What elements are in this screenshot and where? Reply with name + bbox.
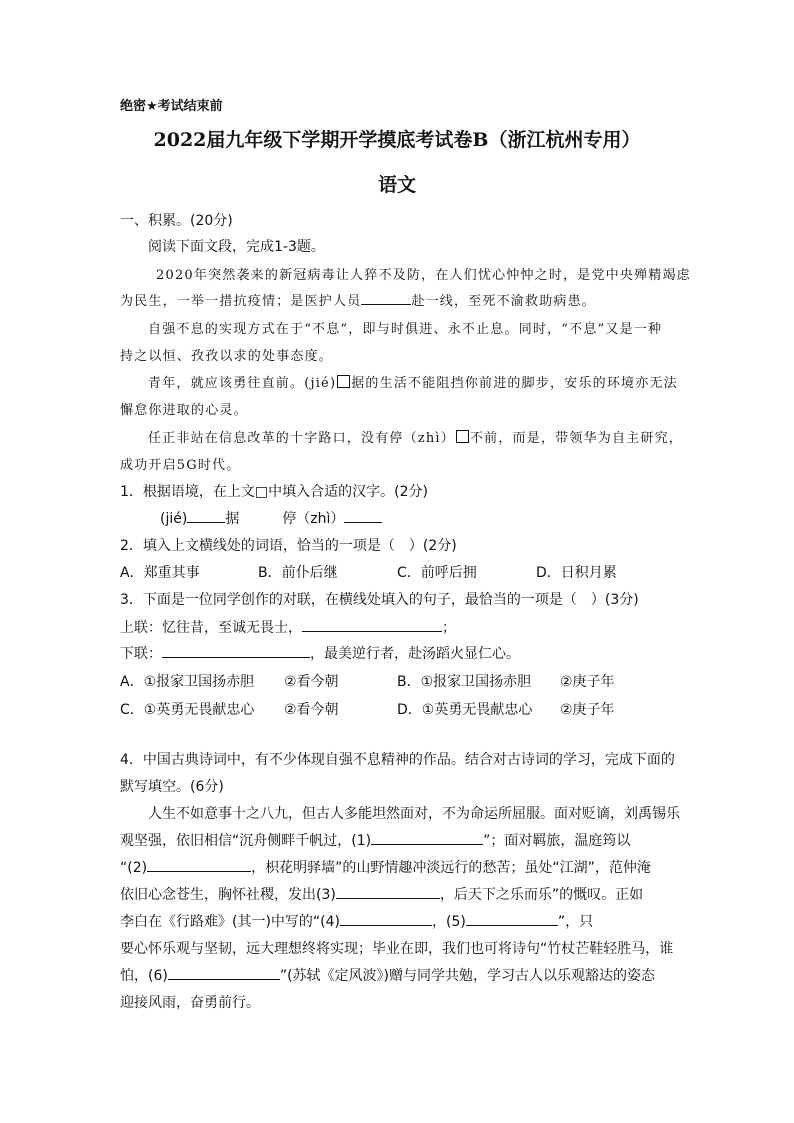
passage-text: 据的生活不能阻挡你前进的脚步，安乐的环境亦无法 — [351, 376, 678, 391]
question-3: 3．下面是一位同学创作的对联，在横线处填入的句子，最恰当的一项是（ ）(3分) — [120, 592, 639, 608]
q1-answer-line — [160, 508, 382, 528]
q4-blank-2[interactable] — [147, 857, 251, 872]
passage-line: 自强不息的实现方式在于“不息”，即与时俱进、永不止息。同时，“不息”又是一种 — [148, 322, 663, 337]
passage-line: 2020年突然袭来的新冠病毒让人猝不及防，在人们忧心忡忡之时，是党中央殚精竭虑 — [156, 268, 691, 283]
q4-blank-5[interactable] — [466, 911, 558, 926]
passage-text: 不前，而是，带领华为自主研究， — [469, 431, 683, 446]
q1-blank-b[interactable] — [344, 508, 382, 523]
passage-line: 持之以恒、孜孜以求的处事态度。 — [120, 349, 334, 364]
q2-option[interactable]: C．前呼后拥 — [397, 565, 477, 581]
q4-text-line: 要心怀乐观与坚韧，远大理想终将实现；毕业在即，我们也可将诗句“竹杖芒鞋轻胜马，谁 — [120, 941, 674, 957]
q3-option[interactable]: A．①报家卫国扬赤胆 — [120, 674, 255, 690]
secret-label: 绝密★考试结束前 — [120, 99, 223, 114]
q4-text: 李白在《行路难》(其一)中写的“(4) — [120, 914, 341, 930]
question-1: 1．根据语境，在上文□中填入合适的汉字。(2分) — [120, 484, 428, 500]
q3-option-part: ②看今朝 — [284, 702, 339, 718]
q1-pinyin: (jié) — [160, 511, 188, 527]
q4-text: 依旧心念苍生，胸怀社稷，发出(3) — [120, 887, 336, 903]
passage-text: 赴一线，至死不渝救助病患。 — [411, 294, 597, 309]
passage-line: 成功开启5G时代。 — [120, 458, 241, 473]
q4-blank-4[interactable] — [340, 911, 432, 926]
q4-text: ，(5) — [432, 914, 466, 930]
exam-title: 2022届九年级下学期开学摸底考试卷B（浙江杭州专用） — [153, 129, 641, 151]
q4-text-line: 人生不如意事十之八九，但古人多能坦然面对，不为命运所屈服。面对贬谪，刘禹锡乐 — [148, 806, 680, 822]
q4-text-line — [120, 857, 651, 877]
q4-text-line — [120, 911, 593, 931]
q2-option[interactable]: B．前仆后继 — [258, 565, 338, 581]
q3-option[interactable]: D．①英勇无畏献忠心 — [397, 702, 533, 718]
q3-option[interactable]: C．①英勇无畏献忠心 — [120, 702, 255, 718]
q4-text-line: 迎接风雨，奋勇前行。 — [120, 995, 260, 1011]
q4-text-line — [120, 830, 630, 850]
q2-option[interactable]: D．日积月累 — [536, 565, 617, 581]
q4-text: ，枳花明驿墙”的山野情趣冲淡远行的愁苦；虽处“江湖”，范仲淹 — [251, 860, 651, 876]
passage-text: 为民生，一举一措抗疫情；是医护人员 — [120, 294, 362, 309]
couplet-text: ； — [442, 620, 456, 636]
passage-line — [148, 427, 683, 446]
char-box[interactable] — [337, 375, 350, 388]
question-2: 2．填入上文横线处的词语，恰当的一项是（ ）(2分) — [120, 538, 457, 554]
q3-option-part: ②庚子年 — [560, 674, 615, 690]
q4-text: ”，只 — [557, 914, 594, 930]
q1-pinyin: 停（zhì） — [282, 511, 345, 527]
question-4-cont: 默写填空。(6分) — [120, 779, 224, 795]
section-intro: 阅读下面文段，完成1-3题。 — [148, 239, 325, 255]
q4-text: ”；面对羁旅，温庭筠以 — [483, 833, 631, 849]
char-box[interactable] — [456, 430, 469, 443]
q4-text: 怕，(6) — [120, 968, 168, 984]
couplet-upper — [120, 617, 456, 637]
q4-blank-3[interactable] — [336, 884, 440, 899]
couplet-text: ，最美逆行者，赴汤蹈火显仁心。 — [310, 646, 520, 662]
q1-blank-a[interactable] — [187, 508, 225, 523]
q4-text: 观坚强，依旧相信“沉舟侧畔千帆过，(1) — [120, 833, 372, 849]
fill-blank[interactable] — [361, 290, 411, 305]
q4-blank-6[interactable] — [168, 965, 280, 980]
couplet-text: 上联：忆往昔，至诚无畏士， — [120, 620, 302, 636]
q3-option[interactable]: B．①报家卫国扬赤胆 — [397, 674, 532, 690]
passage-text: 青年，就应该勇往直前。(jié) — [148, 376, 337, 391]
couplet-blank[interactable] — [162, 643, 310, 658]
q4-text: ”(苏轼《定风波》)赠与同学共勉，学习古人以乐观豁达的姿态 — [279, 968, 656, 984]
couplet-lower — [120, 643, 520, 663]
couplet-text: 下联： — [120, 646, 162, 662]
couplet-blank[interactable] — [302, 617, 442, 632]
q4-text-line — [120, 884, 643, 904]
q4-text: “(2) — [120, 860, 148, 876]
passage-line — [148, 372, 678, 391]
q4-text: ，后天下之乐而乐”的慨叹。正如 — [439, 887, 644, 903]
section-heading: 一、积累。(20分) — [120, 213, 233, 229]
q2-option[interactable]: A．郑重其事 — [120, 565, 200, 581]
q1-char: 据 — [225, 511, 240, 527]
q4-text-line — [120, 965, 655, 985]
q3-option-part: ②庚子年 — [560, 702, 615, 718]
question-4: 4．中国古典诗词中，有不少体现自强不息精神的作品。结合对古诗词的学习，完成下面的 — [120, 752, 675, 768]
passage-line: 懈怠你进取的心灵。 — [120, 403, 248, 418]
passage-line — [120, 290, 596, 309]
q4-blank-1[interactable] — [371, 830, 483, 845]
passage-text: 任正非站在信息改革的十字路口，没有停（zhì） — [148, 431, 455, 446]
subject-title: 语文 — [377, 174, 416, 196]
q3-option-part: ②看今朝 — [284, 674, 339, 690]
